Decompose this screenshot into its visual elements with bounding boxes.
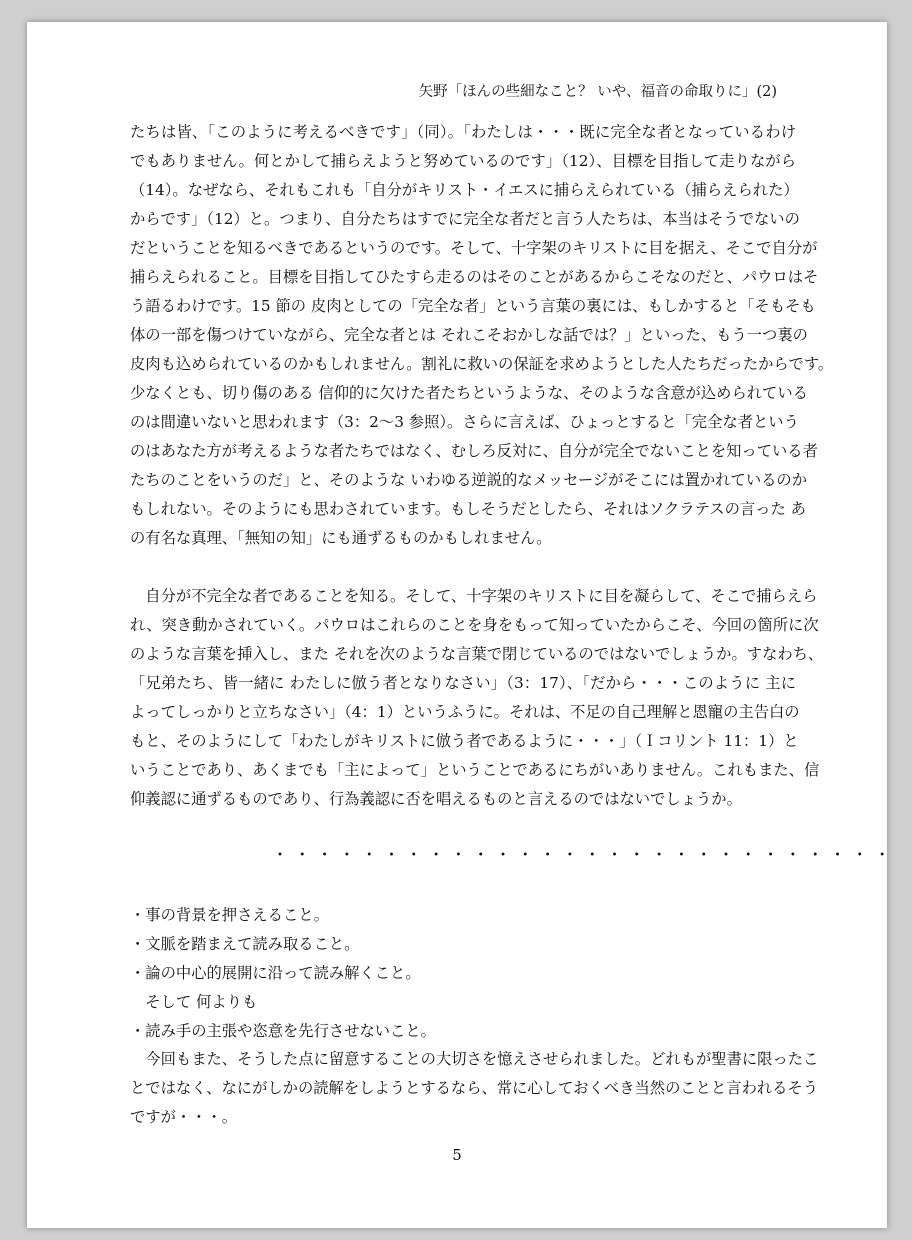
list-item: ・読み手の主張や恣意を先行させないこと。 [130, 1022, 436, 1040]
list-item: ・事の背景を押さえること。 [130, 906, 329, 924]
text-line: れ、突き動かされていく。パウロはこれらのことを身をもって知っていたからこそ、今回の箇所に次 [130, 616, 819, 634]
text-line: とではなく、なにがしかの読解をしようとするなら、常に心しておくべき当然のことと言われるそう [130, 1079, 819, 1097]
text-line: の有名な真理、「無知の知」にも通ずるものかもしれません。 [130, 529, 552, 547]
text-line: たちのことをいうのだ」と、そのような いわゆる逆説的なメッセージがそこには置かれているのか [130, 471, 808, 489]
text-line: のような言葉を挿入し、また それを次のような言葉で閉じているのではないでしょうか。すなわち、 [130, 645, 824, 663]
text-line: 「兄弟たち、皆一緒に わたしに倣う者となりなさい」（3：17）、「だから・・・このように 主に [130, 674, 796, 692]
text-line: たちは皆、「このように考えるべきです」（同）。「わたしは・・・既に完全な者となっているわけ [130, 123, 796, 141]
text-line: いうことであり、あくまでも「主によって」ということであるにちがいありません。これもまた、信 [130, 761, 820, 779]
text-line: のはあなた方が考えるような者たちではなく、むしろ反対に、自分が完全でないことを知っている者 [130, 442, 818, 460]
text-line: （14）。なぜなら、それもこれも「自分がキリスト・イエスに捕らえられている（捕らえられた） [130, 181, 799, 199]
text-line: もしれない。そのようにも思わされています。もしそうだとしたら、それはソクラテスの言った あ [130, 500, 806, 518]
text-line: 少なくとも、切り傷のある 信仰的に欠けた者たちというような、そのような含意が込められている [130, 384, 808, 402]
text-line: からです」（12）と。つまり、自分たちはすでに完全な者だと言う人たちは、本当はそうでないの [130, 210, 800, 228]
document-page [27, 22, 897, 1228]
text-line: 捕らえられること。目標を目指してひたすら走るのはそのことがあるからこそなのだと、パウロはそ [130, 268, 819, 286]
list-item: ・文脈を踏まえて読み取ること。 [130, 935, 360, 953]
text-line: 自分が不完全な者であることを知る。そして、十字架のキリストに目を凝らして、そこで捕らえら [130, 587, 818, 605]
list-item: そして 何よりも [130, 993, 258, 1011]
running-header: 矢野「ほんの些細なこと？ いや、福音の命取りに」(2) [418, 84, 777, 100]
dotted-separator: ・・・・・・・・・・・・・・・・・・・・・・・・・・・・ [272, 845, 897, 864]
text-line: もと、そのようにして「わたしがキリストに倣う者であるように・・・」（Ｉコリント 11：1）と [130, 732, 799, 750]
text-line: 体の一部を傷つけていながら、完全な者とは それこそおかしな話では？」といった、もう一つ裏の [130, 326, 808, 344]
text-line: よってしっかりと立ちなさい」（4：1）というふうに。それは、不足の自己理解と恩寵の主告白の [130, 703, 800, 721]
page-number: 5 [452, 1146, 462, 1164]
text-line: 仰義認に通ずるものであり、行為義認に否を唱えるものと言えるのではないでしょうか。 [130, 790, 742, 808]
text-line: ですが・・・。 [130, 1108, 238, 1126]
list-item: ・論の中心的展開に沿って読み解くこと。 [130, 964, 421, 982]
text-line: だということを知るべきであるというのです。そして、十字架のキリストに目を据え、そこで自分が [130, 239, 818, 257]
text-line: 皮肉も込められているのかもしれません。割礼に救いの保証を求めようとした人たちだったからです。 [130, 355, 834, 373]
text-line: のは間違いないと思われます（3：2〜3 参照）。さらに言えば、ひょっとすると「完全な者という [130, 413, 799, 431]
text-line: う語るわけです。15 節の 皮肉としての「完全な者」という言葉の裏には、もしかすると「そもそも [130, 297, 816, 315]
text-line: でもありません。何とかして捕らえようと努めているのです」（12）、目標を目指して走りながら [130, 152, 796, 170]
text-line: 今回もまた、そうした点に留意することの大切さを憶えさせられました。どれもが聖書に限ったこ [130, 1050, 819, 1068]
